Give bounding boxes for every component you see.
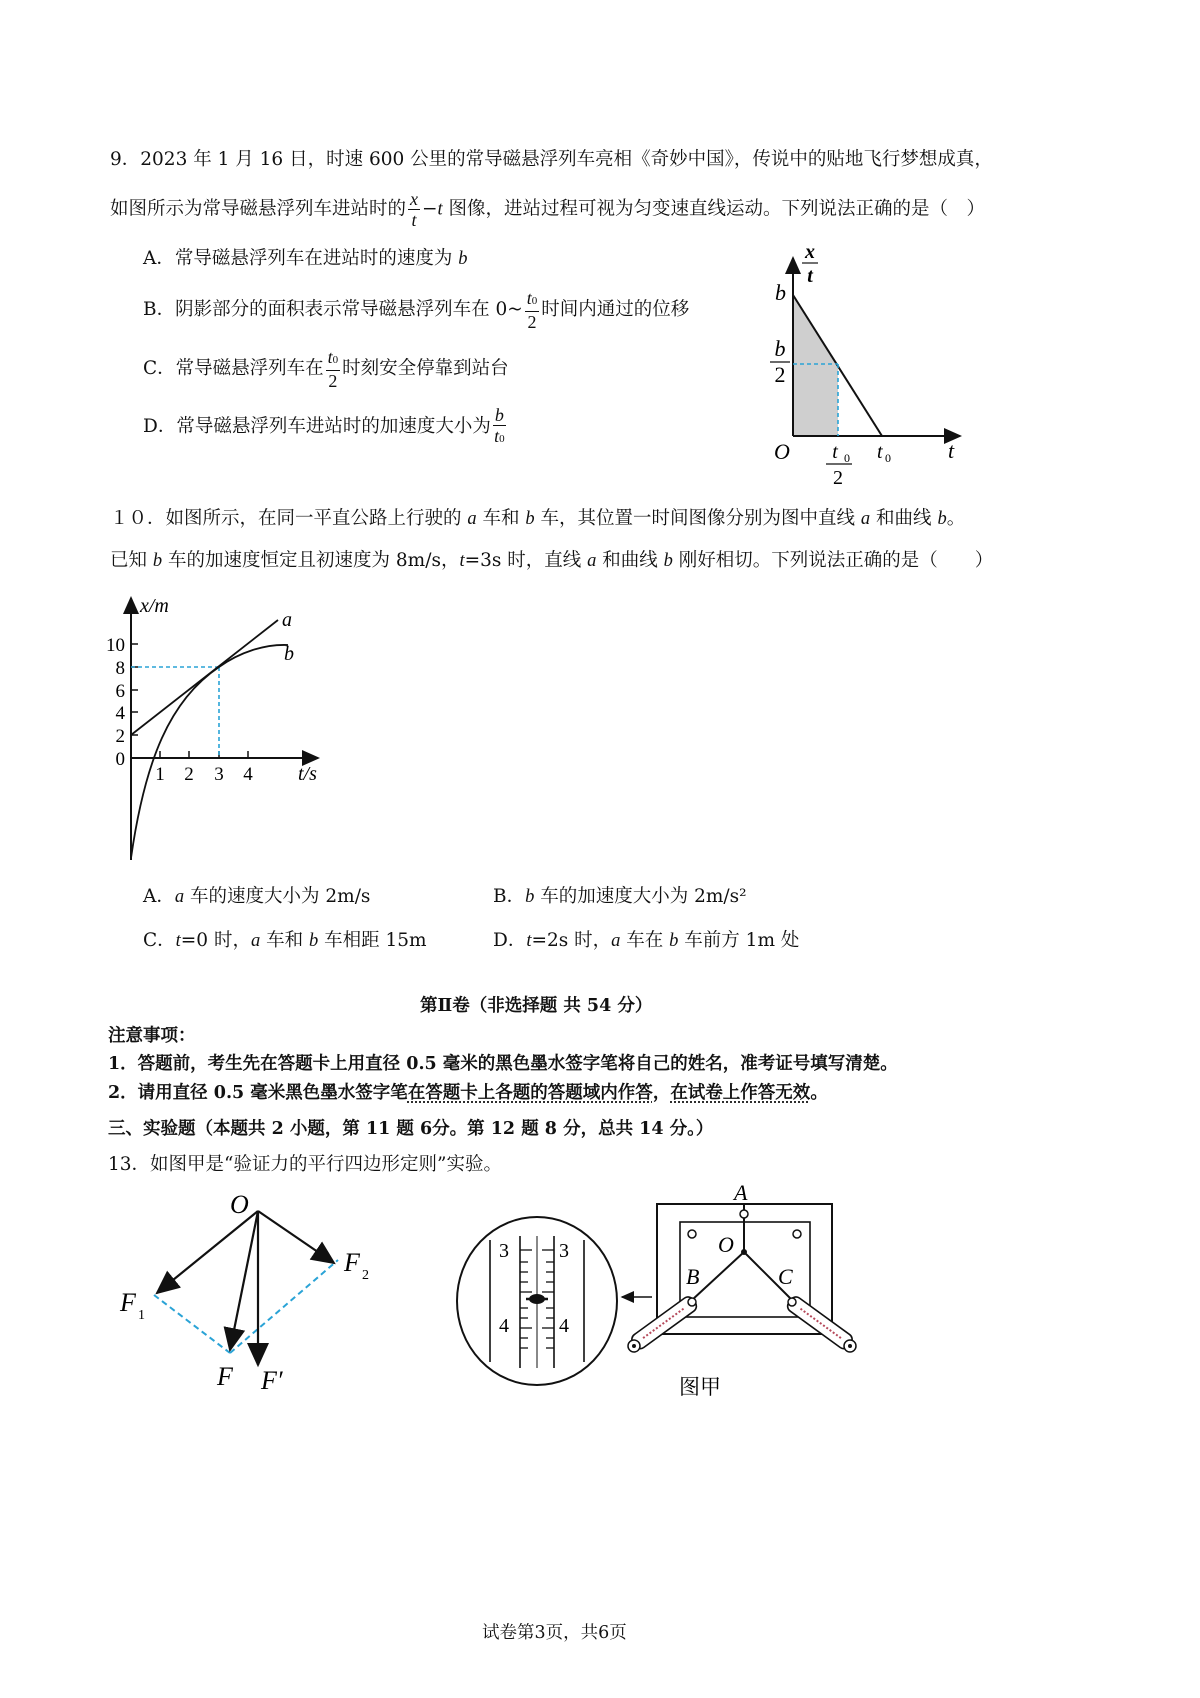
q10-line1: １０．如图所示，在同一平直公路上行驶的 a 车和 b 车，其位置一时间图像分别为图中直线 a 和曲线 b。: [110, 508, 966, 529]
svg-text:3: 3: [499, 1240, 509, 1262]
apparatus-caption: 图甲: [679, 1375, 721, 1399]
q9-graph: [760, 240, 1000, 490]
q13-label-fprime: F′: [261, 1366, 283, 1395]
q10-ytick-6: 6: [115, 681, 125, 702]
q10-xtick-3: 3: [214, 764, 224, 785]
notice-heading: 注意事项：: [108, 1026, 196, 1046]
notice-item-2: 2．请用直径 0.5 毫米黑色墨水签字笔在答题卡上各题的答题域内作答，在试卷上作答无效。: [108, 1083, 828, 1103]
q9-xt-fraction: $\frac{x}{t}$: [410, 189, 419, 230]
q13-label-o: O: [230, 1190, 249, 1219]
q9-line2: 如图所示为常导磁悬浮列车进站时的 $\frac{x}{t}$ −t 图像，进站过程可视为匀变速直线运动。下列说法正确的是（ ）: [110, 189, 986, 230]
q10-ytick-2: 2: [115, 726, 125, 747]
q13-arrow-f2: [258, 1211, 334, 1263]
q9-label-b: b: [775, 280, 786, 305]
svg-text:0: 0: [844, 451, 850, 465]
q10-label-b: b: [284, 643, 294, 665]
q13-arrow-f: [230, 1211, 258, 1350]
q10-option-b: B．b 车的加速度大小为 2m/s²: [493, 886, 747, 907]
q10-ytick-0: 0: [115, 749, 125, 770]
q13-label-f: F: [217, 1362, 233, 1391]
apparatus-label-c: C: [778, 1264, 793, 1289]
q9-label-b2-den: 2: [774, 362, 786, 387]
svg-text:4: 4: [499, 1315, 509, 1337]
q10-xtick-1: 1: [155, 764, 165, 785]
q9-label-b2-num: b: [774, 336, 786, 361]
q13-label-f2: F: [344, 1248, 360, 1277]
svg-text:2: 2: [362, 1268, 369, 1283]
q10-xtick-4: 4: [243, 764, 253, 785]
q9-ylabel-num: x: [805, 241, 815, 263]
q10-ytick-4: 4: [115, 703, 125, 724]
q13-text: 13．如图甲是“验证力的平行四边形定则”实验。: [108, 1154, 502, 1175]
q10-xlabel: t/s: [298, 763, 317, 785]
q9-ylabel-den: t: [807, 265, 813, 287]
svg-text:0: 0: [885, 451, 891, 465]
q10-line2: 已知 b 车的加速度恒定且初速度为 8m/s，t=3s 时，直线 a 和曲线 b 刚好相切。下列说法正确的是（ ）: [110, 550, 994, 571]
apparatus-label-o: O: [718, 1232, 734, 1257]
q13-apparatus: [452, 1180, 872, 1410]
svg-text:1: 1: [138, 1308, 145, 1323]
q10-option-a: A．a 车的速度大小为 2m/s: [143, 886, 371, 907]
q13-label-f1: F: [120, 1288, 136, 1317]
q9-shaded-area: [793, 295, 838, 436]
q9-option-b: B．阴影部分的面积表示常导磁悬浮列车在 0~ $\frac{t0}{2}$ 时间内通过的位移: [143, 288, 690, 332]
experiment-section-heading: 三、实验题（本题共 2 小题，第 11 题 6分。第 12 题 8 分，总共 14 分。）: [108, 1119, 714, 1139]
q9-option-a: A．常导磁悬浮列车在进站时的速度为 b: [143, 248, 468, 269]
apparatus-label-b: B: [686, 1264, 700, 1289]
notice-item-1: 1．答题前，考生先在答题卡上用直径 0.5 毫米的黑色墨水签字笔将自己的姓名，准考证号填写清楚。: [108, 1054, 898, 1074]
svg-text:3: 3: [559, 1240, 569, 1262]
q9-line1: 9．2023 年 1 月 16 日，时速 600 公里的常导磁悬浮列车亮相《奇妙中国》，传说中的贴地飞行梦想成真，: [110, 149, 993, 170]
apparatus-label-a: A: [734, 1180, 748, 1205]
q10-ylabel: x/m: [140, 595, 169, 617]
q10-option-d: D．t=2s 时，a 车在 b 车前方 1m 处: [493, 930, 800, 951]
q9-label-t0half-num: t: [832, 441, 838, 463]
q9-label-t: t: [948, 438, 955, 463]
q9-option-d: D．常导磁悬浮列车进站时的加速度大小为 $\frac{b}{t0}$: [143, 405, 505, 446]
section2-title: 第Ⅱ卷（非选择题 共 54 分）: [420, 996, 653, 1016]
q10-curve-b: [131, 645, 288, 858]
q9-label-t0: t: [877, 441, 883, 463]
q10-ytick-10: 10: [106, 635, 125, 656]
page-footer: 试卷第3页，共6页: [482, 1623, 627, 1643]
q9-label-origin: O: [774, 439, 790, 464]
svg-text:4: 4: [559, 1315, 569, 1337]
q13-force-diagram: [112, 1185, 392, 1405]
q9-label-t0half-den: 2: [833, 467, 843, 489]
q10-graph: [100, 590, 340, 870]
q10-ytick-8: 8: [115, 658, 125, 679]
q13-dashed-f1-f: [154, 1295, 230, 1353]
q10-label-a: a: [282, 609, 292, 631]
q10-option-c: C．t=0 时，a 车和 b 车相距 15m: [143, 930, 427, 951]
magnified-scale: [457, 1217, 617, 1385]
q9-option-c: C．常导磁悬浮列车在 $\frac{t0}{2}$ 时刻安全停靠到站台: [143, 347, 509, 391]
q10-xtick-2: 2: [184, 764, 194, 785]
